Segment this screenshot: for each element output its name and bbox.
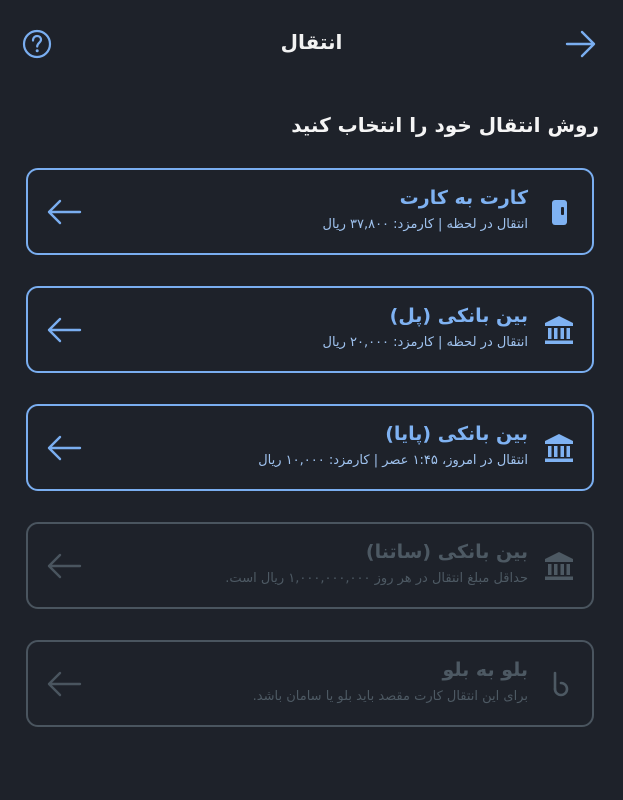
arrow-left-icon bbox=[46, 552, 82, 580]
transfer-option-blu-to-blu[interactable] bbox=[26, 640, 594, 727]
header bbox=[0, 0, 623, 88]
arrow-left-icon bbox=[46, 316, 82, 344]
option-title: بین بانکی (ساتنا) bbox=[365, 541, 528, 563]
option-title: کارت به کارت bbox=[399, 187, 528, 209]
section-title: روش انتقال خود را انتخاب کنید bbox=[291, 113, 599, 137]
card-icon bbox=[544, 197, 574, 227]
arrow-left-icon bbox=[46, 434, 82, 462]
option-title: بین بانکی (پایا) bbox=[385, 423, 528, 445]
option-subtitle: حداقل مبلغ انتقال در هر روز ۱,۰۰۰,۰۰۰,۰۰۰ ریال است. bbox=[225, 571, 528, 586]
transfer-option-pol[interactable] bbox=[26, 286, 594, 373]
page-title: انتقال bbox=[280, 30, 343, 54]
option-title: بلو به بلو bbox=[442, 659, 528, 681]
option-title: بین بانکی (پل) bbox=[389, 305, 528, 327]
bank-icon bbox=[544, 433, 574, 463]
arrow-left-icon bbox=[46, 670, 82, 698]
option-subtitle: برای این انتقال کارت مقصد باید بلو یا سامان باشد. bbox=[252, 689, 528, 704]
back-arrow-icon[interactable] bbox=[565, 30, 597, 58]
arrow-left-icon bbox=[46, 198, 82, 226]
transfer-option-satna[interactable] bbox=[26, 522, 594, 609]
bank-icon bbox=[544, 315, 574, 345]
bank-icon bbox=[544, 551, 574, 581]
option-subtitle: انتقال در لحظه | کارمزد: ۲۰,۰۰۰ ریال bbox=[322, 335, 528, 350]
blu-logo-icon bbox=[544, 669, 574, 699]
transfer-option-card-to-card[interactable] bbox=[26, 168, 594, 255]
option-subtitle: انتقال در لحظه | کارمزد: ۳۷,۸۰۰ ریال bbox=[322, 217, 528, 232]
option-subtitle: انتقال در امروز، ۱:۴۵ عصر | کارمزد: ۱۰,۰۰۰ ریال bbox=[258, 453, 528, 468]
transfer-option-paya[interactable] bbox=[26, 404, 594, 491]
